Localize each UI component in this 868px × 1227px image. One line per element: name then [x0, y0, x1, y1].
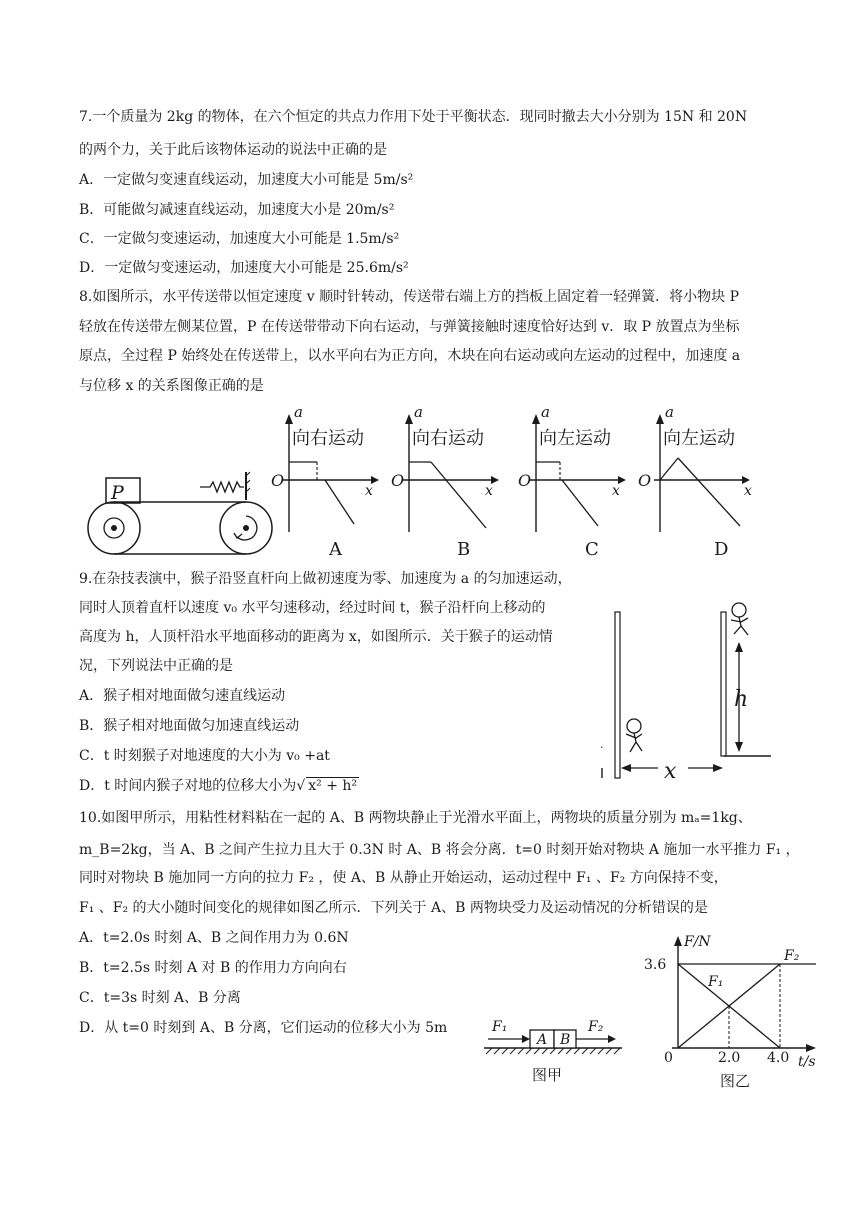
q8-stem-line4: 与位移 x 的关系图像正确的是	[79, 378, 264, 394]
graph-d-letter: D	[714, 539, 729, 560]
q9-option-d-radicand: x² + h²	[308, 778, 358, 794]
yi-xlabel: t/s	[798, 1054, 816, 1070]
graph-d-title: 向左运动	[663, 428, 735, 449]
q9-option-a: A．猴子相对地面做匀速直线运动	[79, 688, 286, 704]
svg-text:x: x	[612, 483, 620, 499]
q8-stem-line3: 原点，全过程 P 始终处在传送带上，以水平向右为正方向，木块在向右运动或向左运动的过程中，加速度 a	[79, 348, 741, 364]
spring	[200, 482, 244, 492]
q9-stem-line1: 9.在杂技表演中，猴子沿竖直杆向上做初速度为零、加速度为 a 的匀加速运动，	[79, 571, 572, 587]
q7-option-d: D．一定做匀变速运动，加速度大小可能是 25.6m/s²	[79, 260, 409, 276]
q9-option-d	[79, 776, 359, 796]
svg-text:a: a	[294, 403, 303, 421]
pole-final	[721, 612, 726, 756]
pole-initial	[615, 612, 620, 778]
svg-text:O: O	[518, 471, 532, 490]
q9-stem-line4: 况，下列说法中正确的是	[79, 658, 233, 674]
graph-b-letter: B	[457, 539, 471, 560]
q7-option-b: B．可能做匀减速直线运动，加速度大小是 20m/s²	[79, 202, 395, 218]
svg-text:x: x	[744, 483, 752, 499]
monkey-pole-figure	[596, 600, 776, 786]
yi-x-tick-0: 0	[664, 1050, 673, 1066]
q7-option-c: C．一定做匀变速运动，加速度大小可能是 1.5m/s²	[79, 231, 400, 247]
q10-stem-line1: 10.如图甲所示，用粘性材料粘在一起的 A、B 两物块静止于光滑水平面上，两物块的质量分别为 mₐ=1kg、	[79, 810, 752, 826]
q10-option-b: B．t=2.5s 时刻 A 对 B 的作用力方向向右	[79, 960, 347, 976]
svg-text:A: A	[537, 1032, 548, 1048]
q10-option-d: D．从 t=0 时刻到 A、B 分离，它们运动的位移大小为 5m	[79, 1020, 448, 1036]
figure-jia-caption: 图甲	[532, 1066, 563, 1084]
q10-stem-line3: 同时对物块 B 施加同一方向的拉力 F₂ ，使 A、B 从静止开始运动，运动过程中 F₁ 、F₂ 方向保持不变，	[79, 870, 728, 886]
monkey-initial	[627, 719, 641, 733]
graph-c-letter: C	[585, 539, 599, 560]
q8-stem-line1: 8.如图所示，水平传送带以恒定速度 v 顺时针转动，传送带右端上方的挡板上固定着一轻弹簧．将小物块 P	[79, 289, 740, 305]
q9-option-b: B．猴子相对地面做匀加速直线运动	[79, 718, 300, 734]
yi-x-tick-2: 4.0	[767, 1050, 790, 1066]
graph-a-letter: A	[329, 539, 342, 560]
svg-text:B: B	[560, 1032, 571, 1048]
q10-option-a: A．t=2.0s 时刻 A、B 之间作用力为 0.6N	[79, 930, 349, 946]
svg-text:a: a	[541, 403, 550, 421]
force-f2-label: F₂	[588, 1019, 604, 1035]
figure-yi	[640, 928, 830, 1093]
q7-stem-line2: 的两个力，关于此后该物体运动的说法中正确的是	[79, 142, 387, 158]
graph-a-title: 向右运动	[292, 428, 364, 449]
svg-text:a: a	[414, 403, 423, 421]
svg-text:O: O	[638, 471, 652, 490]
q10-stem-line2: m_B=2kg，当 A、B 之间产生拉力且大于 0.3N 时 A、B 将会分离．t=0 时刻开始对物块 A 施加一水平推力 F₁ ，	[79, 842, 800, 858]
conveyor-belt-figure	[80, 438, 280, 558]
series-f2-label: F₂	[784, 948, 800, 964]
q7-stem-line1: 7.一个质量为 2kg 的物体，在六个恒定的共点力作用下处于平衡状态．现同时撤去大小分别为 15N 和 20N	[79, 109, 748, 125]
q9-option-d-text: D．t 时间内猴子对地的位移大小为	[79, 778, 297, 794]
q8-stem-line2: 轻放在传送带左侧某位置，P 在传送带带动下向右运动，与弹簧接触时速度恰好达到 v．取 P 放置点为坐标	[79, 319, 740, 335]
graph-b	[385, 400, 525, 560]
label-h: h	[734, 687, 749, 712]
svg-text:x: x	[365, 483, 373, 499]
q9-stem-line3: 高度为 h，人顶杆沿水平地面移动的距离为 x，如图所示．关于猴子的运动情	[79, 629, 553, 645]
monkey-final	[732, 603, 746, 617]
svg-text:x: x	[485, 483, 493, 499]
graph-a	[265, 400, 405, 560]
yi-y-tick: 3.6	[644, 957, 667, 973]
graph-c	[512, 400, 652, 560]
graph-d	[636, 400, 776, 560]
svg-text:a: a	[665, 403, 674, 421]
sqrt-symbol: √	[296, 778, 306, 794]
svg-text:O: O	[271, 471, 285, 490]
graph-b-title: 向右运动	[412, 428, 484, 449]
label-x: x	[664, 759, 677, 784]
block-p-label: P	[111, 482, 124, 504]
yi-x-tick-1: 2.0	[718, 1050, 741, 1066]
figure-yi-caption: 图乙	[720, 1072, 751, 1090]
q10-stem-line4: F₁ 、F₂ 的大小随时间变化的规律如图乙所示．下列关于 A、B 两物块受力及运动情况的分析错误的是	[79, 900, 708, 916]
q7-option-a: A．一定做匀变速直线运动，加速度大小可能是 5m/s²	[79, 172, 414, 188]
graph-c-title: 向左运动	[539, 428, 611, 449]
svg-text:O: O	[391, 471, 405, 490]
force-f1-label: F₁	[492, 1019, 508, 1035]
q10-option-c: C．t=3s 时刻 A、B 分离	[79, 990, 241, 1006]
series-f1-label: F₁	[708, 974, 724, 990]
q9-stem-line2: 同时人顶着直杆以速度 v₀ 水平匀速移动，经过时间 t，猴子沿杆向上移动的	[79, 600, 546, 616]
figure-jia	[478, 1010, 628, 1092]
yi-ylabel: F/N	[684, 934, 711, 950]
q9-option-c: C．t 时刻猴子对地速度的大小为 v₀ +at	[79, 748, 330, 764]
svg-text:.: .	[600, 738, 604, 751]
